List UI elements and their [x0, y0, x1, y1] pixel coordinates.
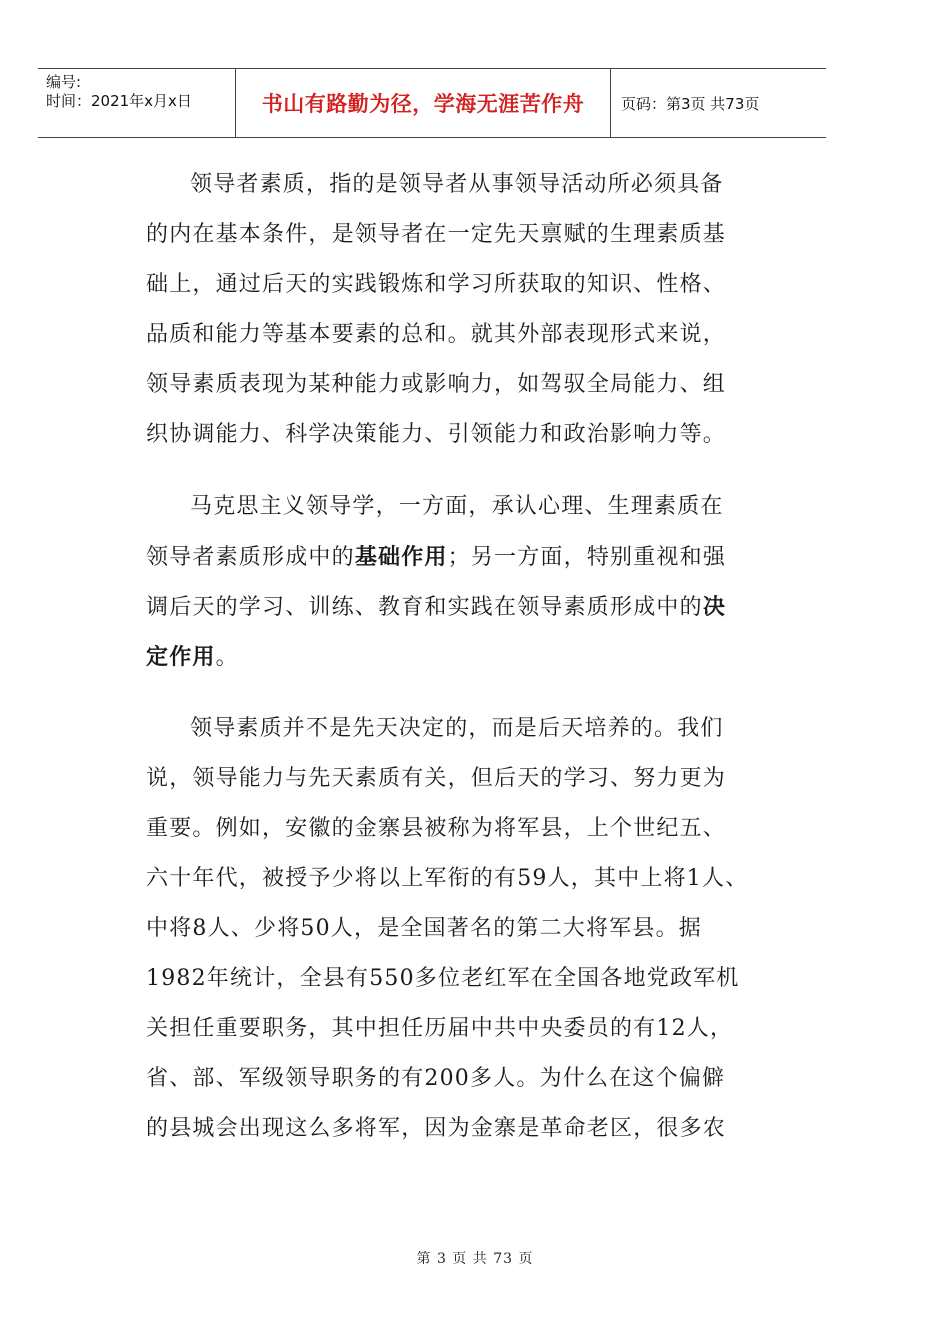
- page-footer: 第 3 页 共 73 页: [416, 1251, 534, 1267]
- number-label: 编号:: [46, 73, 82, 91]
- text-run: ；另一方面，特别重视和强: [447, 545, 727, 570]
- header-meta: [38, 69, 236, 137]
- text-line: 马克思主义领导学，一方面，承认心理、生理素质在: [190, 494, 724, 519]
- text-run: 。: [215, 645, 239, 670]
- paragraph-2: [146, 482, 736, 682]
- text-run: 调后天的学习、训练、教育和实践在领导素质形成中的: [146, 595, 703, 620]
- text-line: 品质和能力等基本要素的总和。就其外部表现形式来说，: [146, 322, 727, 347]
- paragraph-1: [146, 160, 736, 460]
- header-page-info: 页码：第3页 共73页: [621, 94, 760, 113]
- paragraph-3: [146, 704, 749, 1154]
- text-line: 说，领导能力与先天素质有关，但后天的学习、努力更为: [146, 766, 727, 791]
- text-line: 的县城会出现这么多将军，因为金寨是革命老区，很多农: [146, 1116, 727, 1141]
- text-line: 省、部、军级领导职务的有200多人。为什么在这个偏僻: [146, 1066, 726, 1091]
- text-line: 重要。例如，安徽的金寨县被称为将军县，上个世纪五、: [146, 816, 727, 841]
- text-line: 领导者素质，指的是领导者从事领导活动所必须具备: [190, 172, 724, 197]
- text-line: 织协调能力、科学决策能力、引领能力和政治影响力等。: [146, 422, 727, 447]
- time-label: 时间：2021年x月x日: [46, 92, 192, 110]
- text-line: 1982年统计，全县有550多位老红军在全国各地党政军机: [146, 966, 740, 991]
- text-line: 关担任重要职务，其中担任历届中共中央委员的有12人，: [146, 1016, 734, 1041]
- text-line: 中将8人、少将50人，是全国著名的第二大将军县。据: [146, 916, 702, 941]
- text-run: 领导者素质形成中的: [146, 545, 355, 570]
- page-header: [38, 68, 826, 138]
- text-line: 领导素质并不是先天决定的，而是后天培养的。我们: [190, 716, 724, 741]
- bold-term: 决: [702, 594, 727, 620]
- header-motto: 书山有路勤为径，学海无涯苦作舟: [236, 69, 611, 137]
- document-body: [146, 160, 749, 1176]
- text-line: 六十年代，被授予少将以上军衔的有59人，其中上将1人、: [146, 866, 749, 891]
- text-line: 础上，通过后天的实践锻炼和学习所获取的知识、性格、: [146, 272, 727, 297]
- text-line: [146, 632, 736, 682]
- bold-term: 基础作用: [354, 544, 448, 570]
- text-line: [146, 532, 736, 582]
- bold-term: 定作用: [146, 644, 216, 670]
- text-line: 的内在基本条件，是领导者在一定先天禀赋的生理素质基: [146, 222, 727, 247]
- text-line: 领导素质表现为某种能力或影响力，如驾驭全局能力、组: [146, 372, 727, 397]
- text-line: [146, 582, 736, 632]
